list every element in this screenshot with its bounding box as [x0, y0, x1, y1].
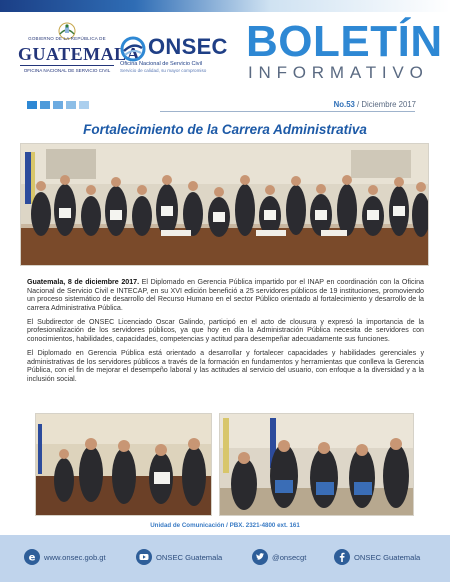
onsec-slogan: Servicio de calidad, su mayor compromiso [120, 68, 207, 73]
top-color-strip [0, 0, 450, 12]
square-deco [53, 101, 63, 109]
article-paragraph: El Diplomado en Gerencia Pública está orientado a desarrollar y fortalecer capacidades y habilidades gerenciales y administrativas de los servidores públicos a través de la formación en fundamentos y herramientas que conlleva la Gerencia Pública, con el fin de mejorar el desempeño laboral y las actitudes al servicio del usuario, con enfoque a la diversidad y a la inclusión social. [27, 349, 424, 383]
ceremony-photo-right [219, 413, 414, 516]
article-dateline: Guatemala, 8 de diciembre 2017. [27, 278, 140, 286]
article-paragraph [27, 278, 424, 312]
guatemala-government-logo [18, 22, 141, 82]
footer-youtube-text: ONSEC Guatemala [156, 552, 223, 562]
logo-small-text: GOBIERNO DE LA REPÚBLICA DE [28, 36, 106, 41]
ceremony-photo-left [35, 413, 212, 516]
web-globe-icon [24, 549, 40, 565]
onsec-mark-icon [120, 36, 146, 62]
footer-bar [0, 535, 450, 582]
issue-number: No.53 [333, 100, 355, 109]
footer-twitter-text: @onsecgt [272, 552, 307, 562]
logo-country-name: GUATEMALA [18, 44, 141, 64]
twitter-icon [252, 549, 268, 565]
logo-divider [20, 65, 114, 66]
square-deco [66, 101, 76, 109]
footer-facebook-link[interactable] [334, 546, 420, 568]
issue-info [334, 100, 416, 109]
svg-text:e: e [28, 552, 36, 564]
contact-line: Unidad de Comunicación / PBX. 2321-4800 ext. 161 [150, 522, 300, 529]
article-lead-text: El Diplomado en Gerencia Pública impartido por el INAP en coordinación con la Oficina Nacional de Servicio Civil e INTECAP, en su XVI edición benefició a 25 servidores públicos de 19 instituciones, promoviendo un proceso sistemático de desarrollo del Recurso Humano en el sector Público orientado al fortalecimiento y desarrollo de la carrera Administrativa Pública. [27, 278, 425, 312]
footer-twitter-link[interactable] [252, 546, 306, 568]
article-headline: Fortalecimiento de la Carrera Administrativa [83, 122, 367, 137]
onsec-name: ONSEC [148, 34, 228, 59]
youtube-icon [136, 549, 152, 565]
footer-web-text: www.onsec.gob.gt [44, 552, 106, 562]
logo-office-name: OFICINA NACIONAL DE SERVICIO CIVIL [23, 68, 111, 73]
decorative-squares [27, 101, 89, 109]
masthead-subtitle: INFORMATIVO [248, 63, 429, 82]
issue-date: / Diciembre 2017 [354, 100, 416, 109]
issue-divider [160, 111, 415, 112]
article-paragraph: El Subdirector de ONSEC Licenciado Oscar Galindo, participó en el acto de clousura y expresó la importancia de la profesionalización de los servidores públicos, ya que hoy en día la Administración Pública necesita de servidores con conocimientos, habilidades, capacidades, competencias y actitud para desempeñar adecuadamente sus funciones. [27, 317, 424, 344]
article-body [27, 278, 424, 389]
footer-web-link[interactable] [24, 546, 106, 568]
footer-facebook-text: ONSEC Guatemala [354, 552, 421, 562]
square-deco [40, 101, 50, 109]
onsec-full-name: Oficina Nacional de Servicio Civil [120, 61, 203, 67]
masthead-title: BOLETÍN [246, 17, 443, 66]
square-deco [79, 101, 89, 109]
footer-youtube-link[interactable] [136, 546, 222, 568]
square-deco [27, 101, 37, 109]
onsec-logo [120, 34, 230, 74]
group-photo [20, 143, 429, 266]
facebook-icon [334, 549, 350, 565]
